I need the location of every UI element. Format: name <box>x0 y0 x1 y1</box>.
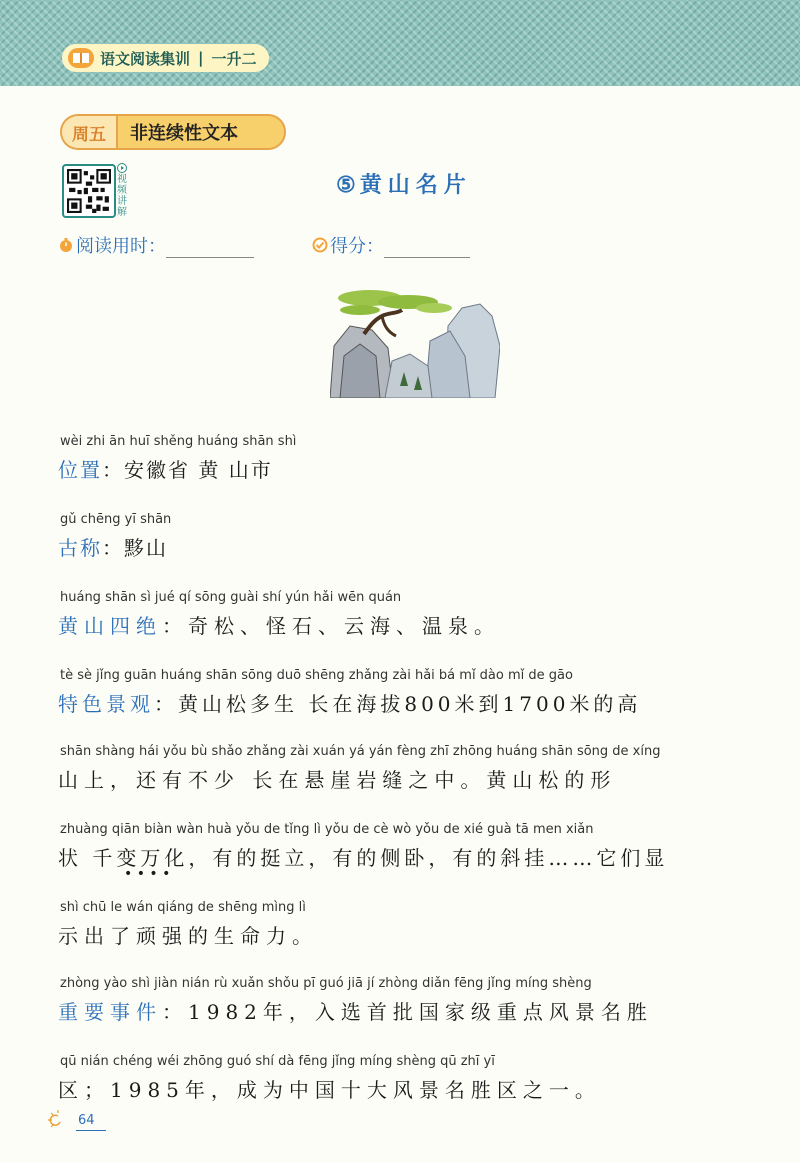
colon: ： <box>154 692 178 716</box>
field-label: 重要事件 <box>58 1000 162 1024</box>
series-title: 语文阅读集训 <box>100 49 191 68</box>
book-series-header <box>62 44 269 72</box>
huangshan-pine-illustration <box>330 286 500 398</box>
pinyin-row: gǔ chēng yī shān <box>60 512 172 527</box>
colon: ： <box>102 536 124 560</box>
pinyin-row: zhòng yào shì jiàn nián rù xuǎn shǒu pī guó jiā jí zhòng diǎn fēng jǐng míng shèng <box>60 976 592 991</box>
play-icon <box>117 163 127 173</box>
field-value: 黟山 <box>124 536 168 560</box>
field-label: 古称 <box>58 536 102 560</box>
text-row: 山上，还有不少 长在悬崖岩缝之中。黄山松的形 <box>58 768 617 792</box>
text-row <box>58 688 641 717</box>
text-row <box>58 532 168 561</box>
field-value: 黄山松多生 长在海拔800米到1700米的高 <box>178 692 642 716</box>
pinyin-row: wèi zhi ān huī shěng huáng shān shì <box>60 434 297 449</box>
footer-divider <box>76 1130 106 1131</box>
header-separator: | <box>198 49 204 67</box>
section-tab <box>60 114 286 150</box>
sun-swirl-icon <box>44 1108 74 1130</box>
text-row <box>58 996 653 1025</box>
page-title <box>336 168 472 199</box>
stopwatch-icon <box>58 237 74 253</box>
score-blank[interactable] <box>384 234 470 258</box>
field-label: 位置 <box>58 458 102 482</box>
qr-label-text: 视频讲解 <box>117 174 127 218</box>
field-value: 安徽省 黄 山市 <box>124 458 273 482</box>
field-value: 1982年，入选首批国家级重点风景名胜 <box>188 1000 653 1024</box>
book-icon <box>68 48 94 68</box>
pinyin-row: qū nián chéng wéi zhōng guó shí dà fēng jǐng míng shèng qū zhī yī <box>60 1054 495 1069</box>
colon: ： <box>102 458 124 482</box>
colon: ： <box>162 614 188 638</box>
field-label: 黄山四绝 <box>58 614 162 638</box>
reading-time-field <box>58 232 254 258</box>
qr-video-label <box>117 163 129 218</box>
reading-time-label: 阅读用时： <box>76 236 166 257</box>
grade-label: 一升二 <box>211 49 257 68</box>
field-label: 特色景观 <box>58 692 154 716</box>
title-text: 黄山名片 <box>359 172 472 198</box>
colon: ： <box>162 1000 188 1024</box>
pinyin-row: huáng shān sì jué qí sōng guài shí yún hǎi wēn quán <box>60 590 402 605</box>
text-row: 示出了顽强的生命力。 <box>58 924 318 948</box>
field-value: 奇松、怪石、云海、温泉。 <box>188 614 500 638</box>
pinyin-row: zhuàng qiān biàn wàn huà yǒu de tǐng lì yǒu de cè wò yǒu de xié guà tā men xiǎn <box>60 822 594 837</box>
qr-code[interactable] <box>62 164 116 218</box>
text-row: 状 千变万化，有的挺立，有的侧卧，有的斜挂……它们显 <box>58 846 669 870</box>
section-day: 周五 <box>60 114 116 150</box>
text-row <box>58 454 273 483</box>
header-band <box>0 0 800 86</box>
emphasis-dots: • • • • <box>124 866 171 882</box>
page-number: 64 <box>78 1113 95 1128</box>
score-field <box>312 232 470 258</box>
pinyin-row: shì chū le wán qiáng de shēng mìng lì <box>60 900 306 915</box>
text-row: 区；1985年，成为中国十大风景名胜区之一。 <box>58 1078 601 1102</box>
text-row <box>58 610 500 639</box>
pinyin-row: shān shàng hái yǒu bù shǎo zhǎng zài xuán yá yán fèng zhī zhōng huáng shān sōng de xíng <box>60 744 661 759</box>
reading-time-blank[interactable] <box>166 234 254 258</box>
title-number: ⑤ <box>336 172 356 198</box>
pinyin-row: tè sè jǐng guān huáng shān sōng duō shēng zhǎng zài hǎi bá mǐ dào mǐ de gāo <box>60 668 573 683</box>
qr-code-icon <box>67 169 111 213</box>
check-circle-icon <box>312 237 328 253</box>
score-label: 得分： <box>330 236 384 257</box>
section-topic: 非连续性文本 <box>116 114 286 150</box>
